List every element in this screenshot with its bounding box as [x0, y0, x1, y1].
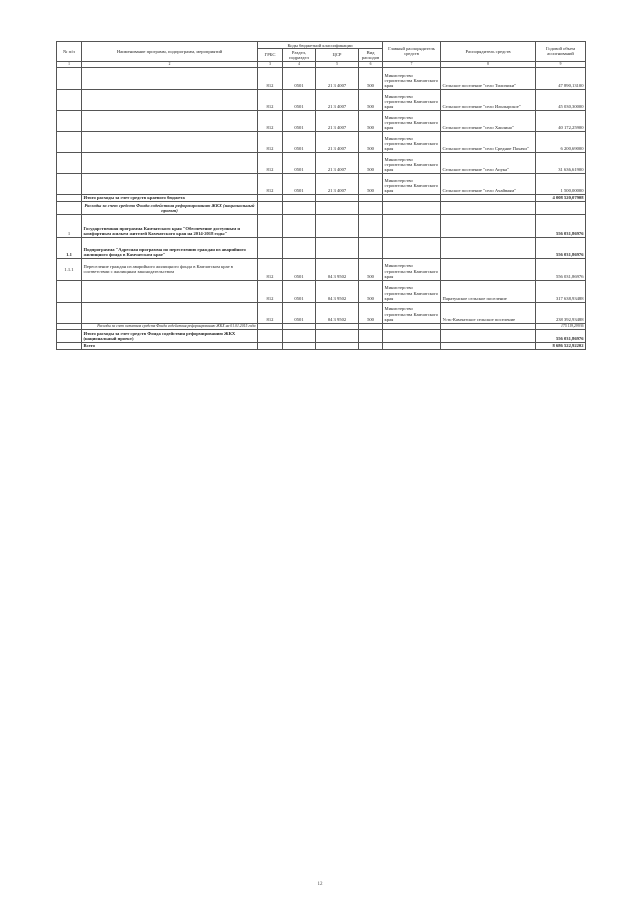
manager-cell: Сельское поселение "село Средние Пахачи": [441, 131, 536, 152]
csr-cell: 21 3 4007: [316, 131, 359, 152]
budget-table-sheet: [56, 41, 585, 350]
csr-cell: 04 3 9502: [316, 302, 359, 323]
razdel-cell: 0501: [283, 152, 316, 173]
main-manager-cell: Министерство строительства Камчатского края: [383, 280, 441, 302]
index-cell: 1: [57, 61, 82, 67]
subtotal-regional-total: 4 008 520,07908: [536, 194, 586, 201]
vr-cell: 500: [359, 173, 383, 194]
program-total: 556 031,86976: [536, 214, 586, 237]
subprogram-row: [57, 237, 586, 258]
index-cell: 2: [82, 61, 258, 67]
subprogram-num: 1.1: [57, 237, 82, 258]
header-main-manager: Главный распорядитель средств: [383, 42, 441, 62]
grbs-cell: 812: [258, 258, 283, 280]
main-manager-cell: Министерство строительства Камчатского края: [383, 110, 441, 131]
main-manager-cell: Министерство строительства Камчатского края: [383, 89, 441, 110]
vr-cell: 500: [359, 131, 383, 152]
total-cell: 45 030,30000: [536, 89, 586, 110]
razdel-cell: 0501: [283, 173, 316, 194]
vr-cell: 500: [359, 280, 383, 302]
measure-num: 1.1.1: [57, 258, 82, 280]
main-manager-cell: Министерство строительства Камчатского края: [383, 131, 441, 152]
header-vr: Вид расходов: [359, 49, 383, 62]
total-cell: 556 031,86976: [536, 258, 586, 280]
vr-cell: 500: [359, 302, 383, 323]
table-row: [57, 152, 586, 173]
manager-cell: [441, 258, 536, 280]
table-row: [57, 67, 586, 89]
table-row: [57, 302, 586, 323]
csr-cell: 04 3 9502: [316, 258, 359, 280]
subprogram-total: 556 031,86976: [536, 237, 586, 258]
header-csr: ЦСР: [316, 49, 359, 62]
main-manager-cell: Министерство строительства Камчатского края: [383, 173, 441, 194]
csr-cell: 21 3 4007: [316, 67, 359, 89]
csr-cell: 21 3 4007: [316, 173, 359, 194]
program-row: [57, 214, 586, 237]
index-cell: 5: [316, 61, 359, 67]
csr-cell: 21 3 4007: [316, 152, 359, 173]
subtotal-fund-label: Итого расходы за счет средств Фонда содействия реформированию ЖКХ (национальный проект): [82, 330, 258, 343]
total-cell: 31 636,61900: [536, 152, 586, 173]
main-manager-cell: Министерство строительства Камчатского края: [383, 152, 441, 173]
manager-cell: Усть-Камчатское сельское поселение: [441, 302, 536, 323]
grbs-cell: 812: [258, 67, 283, 89]
vr-cell: 500: [359, 89, 383, 110]
razdel-cell: 0501: [283, 131, 316, 152]
razdel-cell: 0501: [283, 89, 316, 110]
index-cell: 4: [283, 61, 316, 67]
total-cell: 1 500,00000: [536, 173, 586, 194]
table-row: [57, 173, 586, 194]
grbs-cell: 812: [258, 280, 283, 302]
razdel-cell: 0501: [283, 258, 316, 280]
grand-total-label: Всего: [82, 342, 258, 349]
main-manager-cell: Министерство строительства Камчатского края: [383, 258, 441, 280]
fund-heading: Расходы за счет средств Фонда содействия реформированию ЖКХ (национальный проект): [82, 202, 258, 215]
grbs-cell: 812: [258, 89, 283, 110]
page-number: 12: [317, 882, 323, 887]
vr-cell: 500: [359, 110, 383, 131]
subtotal-fund-total: 556 031,86976: [536, 330, 586, 343]
fund-heading-row: [57, 202, 586, 215]
total-cell: 238 392,93488: [536, 302, 586, 323]
manager-cell: Сельское поселение "село Тиличики": [441, 67, 536, 89]
index-cell: 6: [359, 61, 383, 67]
csr-cell: 21 3 4007: [316, 110, 359, 131]
fund-note-label: Расходы за счет остатков средств Фонда содействия реформированию ЖКХ на 01.01.2015 года: [82, 323, 258, 329]
subtotal-regional-row: [57, 194, 586, 201]
total-cell: 6 200,69000: [536, 131, 586, 152]
subtotal-regional-label: Итого расходы за счет средств краевого бюджета: [82, 194, 258, 201]
manager-cell: Сельское поселение "село Ачайваям": [441, 173, 536, 194]
fund-note-total: 175 119,29936: [536, 323, 586, 329]
manager-cell: Сельское поселение "село Хаилино": [441, 110, 536, 131]
table-row: [57, 280, 586, 302]
grbs-cell: 812: [258, 110, 283, 131]
total-cell: 317 638,93488: [536, 280, 586, 302]
grbs-cell: 812: [258, 173, 283, 194]
index-cell: 7: [383, 61, 441, 67]
razdel-cell: 0501: [283, 110, 316, 131]
table-row: [57, 89, 586, 110]
subtotal-fund-row: [57, 330, 586, 343]
index-cell: 3: [258, 61, 283, 67]
header-razdel: Раздел, подраздел: [283, 49, 316, 62]
csr-cell: 21 3 4007: [316, 89, 359, 110]
grbs-cell: 812: [258, 302, 283, 323]
manager-cell: Сельское поселение "село Ильпырское": [441, 89, 536, 110]
header-total: Годовой объем ассигнований: [536, 42, 586, 62]
vr-cell: 500: [359, 67, 383, 89]
razdel-cell: 0501: [283, 280, 316, 302]
program-num: 1: [57, 214, 82, 237]
header-name: Наименование программ, подпрограмм, мероприятий: [82, 42, 258, 62]
razdel-cell: 0501: [283, 67, 316, 89]
program-name: Государственная программа Камчатского края "Обеспечение доступным и комфортным жильем жителей Камчатского края на 2014-2018 годы": [82, 214, 258, 237]
main-manager-cell: Министерство строительства Камчатского края: [383, 67, 441, 89]
header-row-1: [57, 42, 586, 49]
grand-total-row: [57, 342, 586, 349]
main-manager-cell: Министерство строительства Камчатского края: [383, 302, 441, 323]
header-num: № п/п: [57, 42, 82, 62]
measure-name: Переселение граждан из аварийного жилищного фонда в Камчатском крае в соответствии с жилищным законодательством: [82, 258, 258, 280]
grbs-cell: 812: [258, 131, 283, 152]
header-manager: Распорядитель средств: [441, 42, 536, 62]
index-cell: 9: [536, 61, 586, 67]
measure-row: [57, 258, 586, 280]
subprogram-name: Подпрограмма "Адресная программа по переселению граждан из аварийного жилищного фонда в Камчатском крае": [82, 237, 258, 258]
vr-cell: 500: [359, 152, 383, 173]
vr-cell: 500: [359, 258, 383, 280]
grbs-cell: 812: [258, 152, 283, 173]
header-grbs: ГРБС: [258, 49, 283, 62]
manager-cell: Паратунское сельское поселение: [441, 280, 536, 302]
index-cell: 8: [441, 61, 536, 67]
table-row: [57, 110, 586, 131]
total-cell: 40 172,25900: [536, 110, 586, 131]
csr-cell: 04 3 9502: [316, 280, 359, 302]
manager-cell: Сельское поселение "село Апука": [441, 152, 536, 173]
total-cell: 47 890,13100: [536, 67, 586, 89]
grand-total-value: 8 686 522,92202: [536, 342, 586, 349]
budget-allocation-table: [56, 41, 586, 350]
header-codes-group: Коды бюджетной классификации: [258, 42, 383, 49]
razdel-cell: 0501: [283, 302, 316, 323]
table-row: [57, 131, 586, 152]
